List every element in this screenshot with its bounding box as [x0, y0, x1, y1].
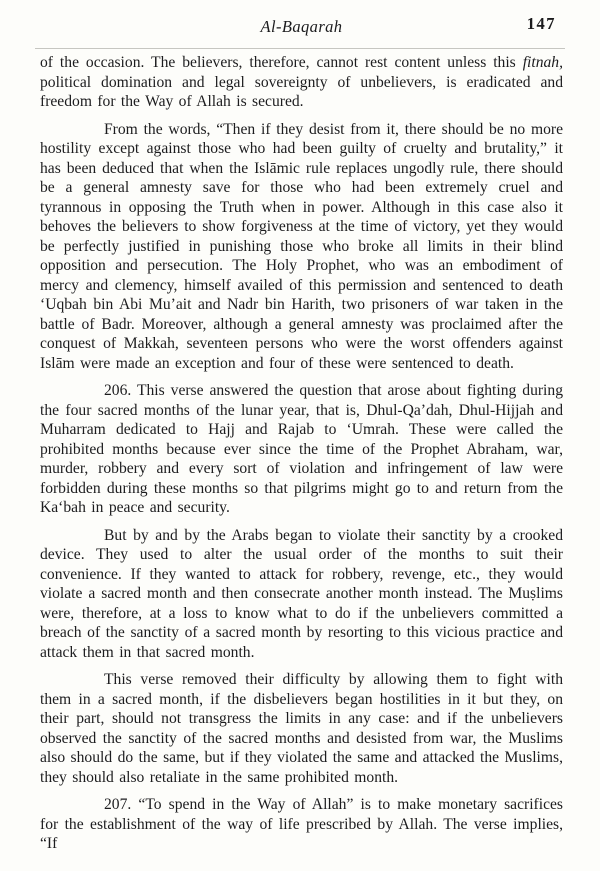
running-header-title: Al-Baqarah — [260, 17, 343, 36]
paragraph-text: political domination and legal sovereignty of unbelievers, is eradicated and freedom for the Way of Allah is secured. — [40, 73, 563, 110]
paragraph-text: of the occasion. The believers, therefore, cannot rest content unless this — [40, 54, 523, 71]
paragraph-note-207: 207. “To spend in the Way of Allah” is to make monetary sacrifices for the establishment of the way of life prescribed by Allah. The verse implies, “If — [40, 796, 563, 852]
italic-term-fitnah: fitnah, — [522, 54, 563, 71]
header-rule — [35, 48, 565, 49]
paragraph-sacred-months-violation: But by and by the Arabs began to violate their sanctity by a crooked device. They used to alter the usual order of the months to suit their convenience. If they wanted to attack for robbery, revenge, etc., they would violate a sacred month and then consecrate another month instead. The Muṣlims were, therefore, at a loss to know what to do if the unbelievers committed a breach of the sanctity of a sacred month by resorting to this vicious practice and attack them in that sacred month. — [40, 526, 563, 661]
paragraph-verse-ruling: This verse removed their difficulty by allowing them to fight with them in a sacred month, if the disbelievers began hostilities in it but they, on their part, should not transgress the limits in any case: and if the unbelievers observed the sanctity of the sacred months and desisted from war, the Muslims also should do the same, but if they violated the same and attacked the Muslims, they should also retaliate in the same prohibited month. — [40, 671, 563, 786]
page-header — [40, 14, 563, 39]
paragraph-amnesty-commentary: From the words, “Then if they desist from it, there should be no more hostility except against those who had been guilty of cruelty and brutality,” it has been deduced that when the Islāmic rule replaces ungodly rule, there should be a general amnesty save for those who had been extremely cruel and tyrannous in opposing the Truth when in power. Although in this case also it behoves the believers to show forgiveness at the time of victory, yet they would be perfectly justified in punishing those who broke all limits in their blind opposition and persecution. The Holy Prophet, who was an embodiment of mercy and clemency, himself availed of this permission and sentenced to death ‘Uqbah bin Abi Mu’ait and Nadr bin Harith, two prisoners of war taken in the battle of Badr. Moreover, although a general amnesty was proclaimed after the conquest of Makkah, seventeen persons who were the worst offenders against Islām were made an exception and four of these were sentenced to death. — [40, 120, 563, 372]
paragraph-note-206: 206. This verse answered the question that arose about fighting during the four sacred months of the lunar year, that is, Dhul-Qa’dah, Dhul-Hijjah and Muharram dedicated to Hajj and Rajab to ‘Umrah. These were called the prohibited months because ever since the time of the Prophet Abraham, war, murder, robbery and every sort of violation and infringement of law were forbidden during these months so that pilgrims might go to and return from the Ka‘bah in peace and security. — [40, 382, 563, 516]
paragraph-continuation — [40, 53, 563, 112]
page-body — [40, 53, 563, 854]
page-number: 147 — [526, 14, 556, 33]
